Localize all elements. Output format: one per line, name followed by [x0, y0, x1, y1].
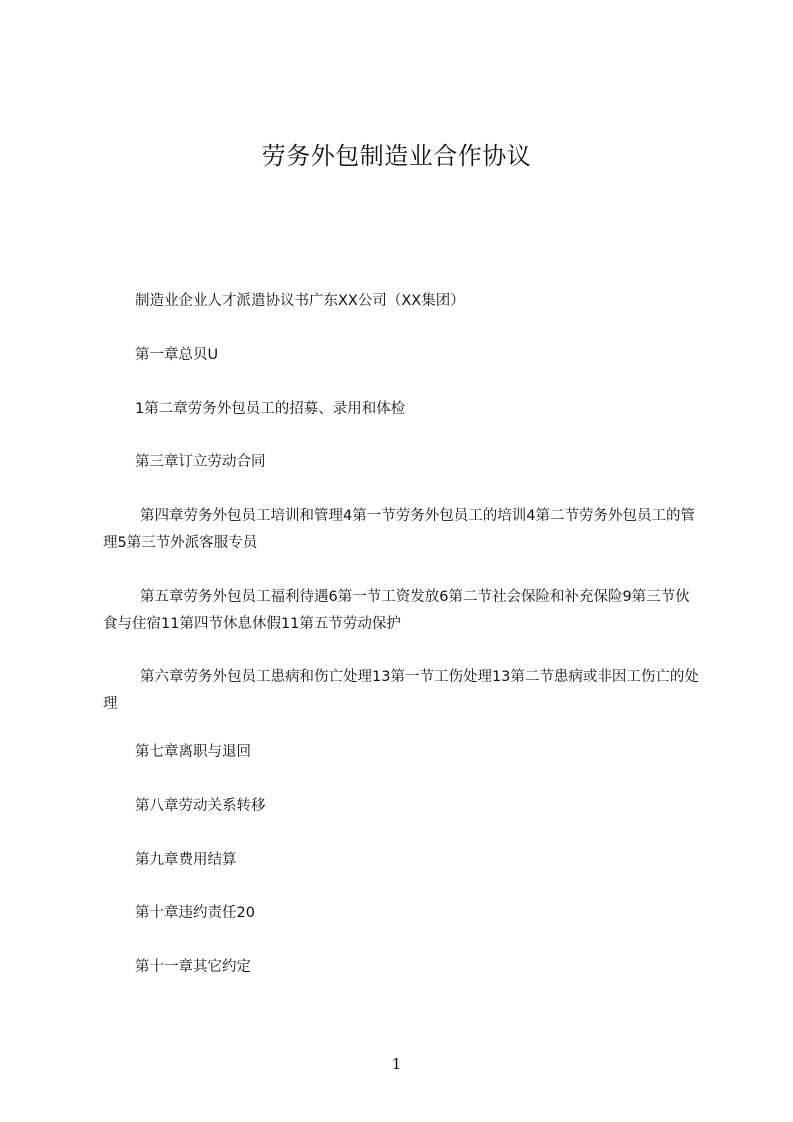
toc-line: 1第二章劳务外包员工的招募、录用和体检	[135, 401, 406, 417]
toc-line: 第四章劳务外包员工培训和管理4第一节劳务外包员工的培训4第二节劳务外包员工的管理5第三节外派客服专员	[103, 508, 695, 551]
toc-line: 第五章劳务外包员工福利待遇6第一节工资发放6第二节社会保险和补充保险9第三节伙食与住宿11第四节休息休假11第五节劳动保护	[103, 589, 690, 632]
toc-line: 第十一章其它约定	[135, 959, 251, 975]
toc-line: 第三章订立劳动合同	[135, 454, 266, 470]
document-title: 劳务外包制造业合作协议	[261, 142, 532, 170]
toc-line: 第七章离职与退回	[135, 744, 251, 760]
page-number: 1	[391, 1055, 402, 1073]
toc-line: 第六章劳务外包员工患病和伤亡处理13第一节工伤处理13第二节患病或非因工伤亡的处理	[103, 669, 699, 712]
toc-line: 第九章费用结算	[135, 852, 237, 868]
toc-line: 第一章总贝U	[135, 347, 219, 363]
toc-line: 制造业企业人才派遣协议书广东XX公司（XX集团）	[135, 293, 465, 309]
toc-line: 第八章劳动关系转移	[135, 798, 266, 814]
toc-line: 第十章违约责任20	[135, 905, 255, 921]
